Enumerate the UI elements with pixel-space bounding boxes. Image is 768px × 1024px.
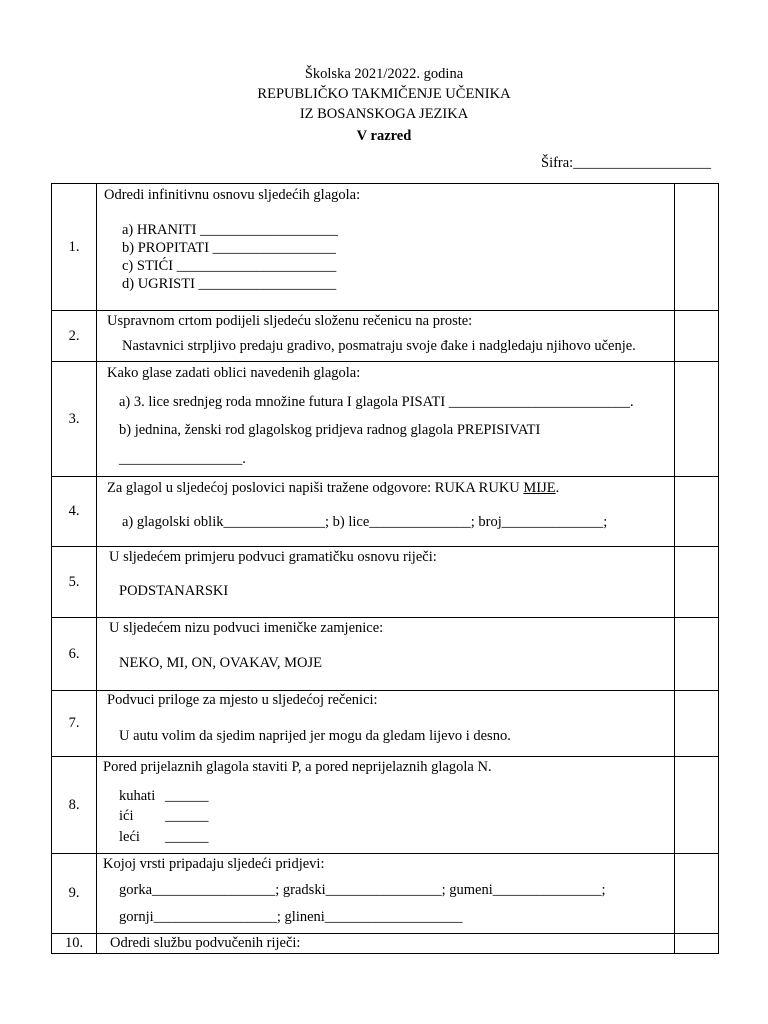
competition-title: REPUBLIČKO TAKMIČENJE UČENIKA — [257, 86, 511, 102]
task-instruction: Odredi službu podvučenih riječi: — [110, 935, 301, 951]
score-cell[interactable] — [675, 854, 719, 934]
task-content — [97, 184, 675, 311]
underlined-word: MIJE — [523, 480, 556, 496]
score-cell[interactable] — [675, 757, 719, 854]
score-cell[interactable] — [675, 477, 719, 547]
task-content — [97, 362, 675, 477]
score-cell[interactable] — [675, 311, 719, 362]
answer-blank: ______ — [165, 808, 209, 824]
task-sentence: Nastavnici strpljivo predaju gradivo, posmatraju svoje đake i nadgledaju njihovo učenje. — [122, 338, 636, 354]
task-row-6 — [52, 618, 719, 691]
task-instruction: U sljedećem primjeru podvuci gramatičku osnovu riječi: — [109, 549, 437, 565]
score-cell[interactable] — [675, 362, 719, 477]
task-instruction: U sljedećem nizu podvuci imeničke zamjenice: — [109, 620, 384, 636]
task-row-1 — [52, 184, 719, 311]
task-item: c) STIĆI ______________________ — [122, 258, 337, 274]
score-cell[interactable] — [675, 934, 719, 954]
task-content — [97, 477, 675, 547]
task-instruction — [107, 478, 559, 498]
task-instruction: Podvuci priloge za mjesto u sljedećoj rečenici: — [107, 692, 378, 708]
answer-blank: ______ — [165, 829, 209, 845]
subject-title: IZ BOSANSKOGA JEZIKA — [299, 106, 469, 122]
task-number: 1. — [52, 184, 97, 311]
score-cell[interactable] — [675, 618, 719, 691]
task-number: 10. — [52, 934, 97, 954]
task-item: gornji_________________; glineni___________________ — [119, 909, 463, 925]
task-item: gorka_________________; gradski________________; gumeni_______________; — [119, 882, 606, 898]
task-item: b) PROPITATI _________________ — [122, 240, 336, 256]
task-content — [97, 311, 675, 362]
task-item: _________________. — [119, 451, 246, 467]
task-instruction: Odredi infinitivnu osnovu sljedećih glagola: — [104, 187, 361, 203]
score-cell[interactable] — [675, 547, 719, 618]
task-instruction: Kojoj vrsti pripadaju sljedeći pridjevi: — [103, 856, 325, 872]
school-year: Školska 2021/2022. godina — [304, 66, 464, 82]
task-word: PODSTANARSKI — [119, 583, 229, 599]
task-number: 3. — [52, 362, 97, 477]
task-instruction: Uspravnom crtom podijeli sljedeću složenu rečenicu na proste: — [107, 313, 473, 329]
task-content — [97, 547, 675, 618]
grade-title: V razred — [356, 128, 412, 144]
task-item: a) 3. lice srednjeg roda množine futura I glagola PISATI _________________________. — [119, 394, 634, 410]
task-instruction: Kako glase zadati oblici navedenih glagola: — [107, 365, 361, 381]
task-number: 2. — [52, 311, 97, 362]
task-row-3 — [52, 362, 719, 477]
task-item: b) jednina, ženski rod glagolskog pridjeva radnog glagola PREPISIVATI — [119, 422, 541, 438]
period: . — [555, 480, 560, 496]
verb-item: kuhati — [119, 788, 156, 804]
task-content — [97, 618, 675, 691]
task-content — [97, 757, 675, 854]
task-number: 4. — [52, 477, 97, 547]
task-number: 9. — [52, 854, 97, 934]
task-row-7 — [52, 691, 719, 757]
task-number: 5. — [52, 547, 97, 618]
task-table — [51, 183, 719, 954]
task-number: 7. — [52, 691, 97, 757]
code-field[interactable]: Šifra:___________________ — [541, 155, 711, 171]
verb-item: leći — [119, 829, 140, 845]
instruction-text: Za glagol u sljedećoj poslovici napiši tražene odgovore: RUKA RUKU — [107, 480, 524, 496]
task-row-4 — [52, 477, 719, 547]
score-cell[interactable] — [675, 691, 719, 757]
task-row-8 — [52, 757, 719, 854]
task-row-5 — [52, 547, 719, 618]
task-content — [97, 854, 675, 934]
task-instruction: Pored prijelaznih glagola staviti P, a pored neprijelaznih glagola N. — [103, 759, 492, 775]
answer-blank: ______ — [165, 788, 209, 804]
task-item: a) glagolski oblik______________; b) lice______________; broj______________; — [122, 514, 608, 530]
task-sentence: U autu volim da sjedim naprijed jer mogu da gledam lijevo i desno. — [119, 728, 511, 744]
task-row-10 — [52, 934, 719, 954]
task-content — [97, 691, 675, 757]
task-word-list: NEKO, MI, ON, OVAKAV, MOJE — [119, 655, 323, 671]
task-row-2 — [52, 311, 719, 362]
task-content — [97, 934, 675, 954]
task-number: 6. — [52, 618, 97, 691]
score-cell[interactable] — [675, 184, 719, 311]
task-item: a) HRANITI ___________________ — [122, 222, 338, 238]
task-item: d) UGRISTI ___________________ — [122, 276, 337, 292]
task-number: 8. — [52, 757, 97, 854]
task-row-9 — [52, 854, 719, 934]
verb-item: ići — [119, 808, 134, 824]
